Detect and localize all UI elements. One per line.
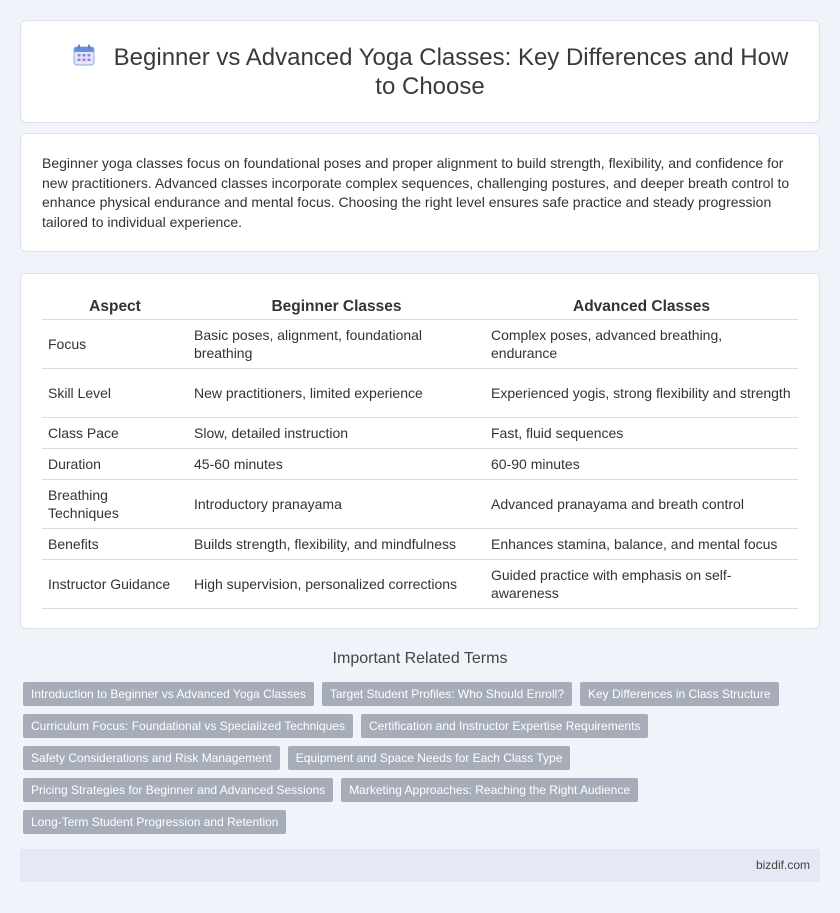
cell-aspect: Class Pace <box>42 418 188 449</box>
tag-row <box>23 810 813 834</box>
cell-aspect: Breathing Techniques <box>42 480 188 529</box>
related-term-tag[interactable]: Curriculum Focus: Foundational vs Specialized Techniques <box>23 714 353 738</box>
cell-aspect: Focus <box>42 320 188 369</box>
cell-beginner: 45-60 minutes <box>188 449 485 480</box>
header-card <box>20 20 820 123</box>
footer-brand[interactable]: bizdif.com <box>755 858 810 872</box>
related-term-tag[interactable]: Long-Term Student Progression and Retention <box>23 810 286 834</box>
cell-beginner: Introductory pranayama <box>188 480 485 529</box>
cell-advanced: Fast, fluid sequences <box>485 418 798 449</box>
cell-advanced: Experienced yogis, strong flexibility and strength <box>485 369 798 418</box>
cell-beginner: New practitioners, limited experience <box>188 369 485 418</box>
related-terms-heading: Important Related Terms <box>332 650 508 667</box>
table-header-row <box>42 296 798 320</box>
cell-advanced: Enhances stamina, balance, and mental focus <box>485 529 798 560</box>
tag-row <box>23 714 813 738</box>
footer-bar <box>20 849 820 882</box>
tag-row <box>23 778 813 802</box>
table-row <box>42 369 798 418</box>
comparison-card <box>20 273 820 629</box>
table-row <box>42 529 798 560</box>
related-term-tag[interactable]: Introduction to Beginner vs Advanced Yoga Classes <box>23 682 314 706</box>
cell-aspect: Benefits <box>42 529 188 560</box>
tag-row <box>23 682 813 706</box>
header-advanced: Advanced Classes <box>485 296 798 320</box>
header-beginner: Beginner Classes <box>188 296 485 320</box>
cell-advanced: Advanced pranayama and breath control <box>485 480 798 529</box>
comparison-table <box>42 296 798 609</box>
tag-row <box>23 746 813 770</box>
intro-paragraph: Beginner yoga classes focus on foundational poses and proper alignment to build strength, flexibility, and confidence for new practitioners. Advanced classes incorporate complex sequences, challenging postures, and deeper breath control to enhance physical endurance and mental focus. Choosing the right level ensures safe practice and steady progression tailored to individual experience. <box>42 155 790 230</box>
cell-beginner: Slow, detailed instruction <box>188 418 485 449</box>
cell-beginner: Builds strength, flexibility, and mindfulness <box>188 529 485 560</box>
header-aspect: Aspect <box>42 296 188 320</box>
cell-advanced: Complex poses, advanced breathing, endurance <box>485 320 798 369</box>
cell-advanced: Guided practice with emphasis on self-awareness <box>485 560 798 609</box>
cell-advanced: 60-90 minutes <box>485 449 798 480</box>
table-row <box>42 449 798 480</box>
related-term-tag[interactable]: Certification and Instructor Expertise Requirements <box>361 714 648 738</box>
cell-beginner: High supervision, personalized corrections <box>188 560 485 609</box>
intro-card <box>20 133 820 252</box>
related-term-tag[interactable]: Target Student Profiles: Who Should Enroll? <box>322 682 572 706</box>
related-term-tag[interactable]: Safety Considerations and Risk Management <box>23 746 280 770</box>
cell-aspect: Instructor Guidance <box>42 560 188 609</box>
table-row <box>42 560 798 609</box>
related-term-tag[interactable]: Equipment and Space Needs for Each Class Type <box>288 746 571 770</box>
table-row <box>42 320 798 369</box>
related-term-tag[interactable]: Key Differences in Class Structure <box>580 682 779 706</box>
calendar-icon <box>72 43 96 67</box>
related-term-tag[interactable]: Marketing Approaches: Reaching the Right Audience <box>341 778 638 802</box>
related-terms-list <box>23 682 813 842</box>
cell-beginner: Basic poses, alignment, foundational breathing <box>188 320 485 369</box>
page-title: Beginner vs Advanced Yoga Classes: Key Differences and How to Choose <box>113 44 789 100</box>
page-title-wrap <box>61 43 799 101</box>
cell-aspect: Skill Level <box>42 369 188 418</box>
table-row <box>42 418 798 449</box>
cell-aspect: Duration <box>42 449 188 480</box>
related-term-tag[interactable]: Pricing Strategies for Beginner and Advanced Sessions <box>23 778 333 802</box>
table-row <box>42 480 798 529</box>
